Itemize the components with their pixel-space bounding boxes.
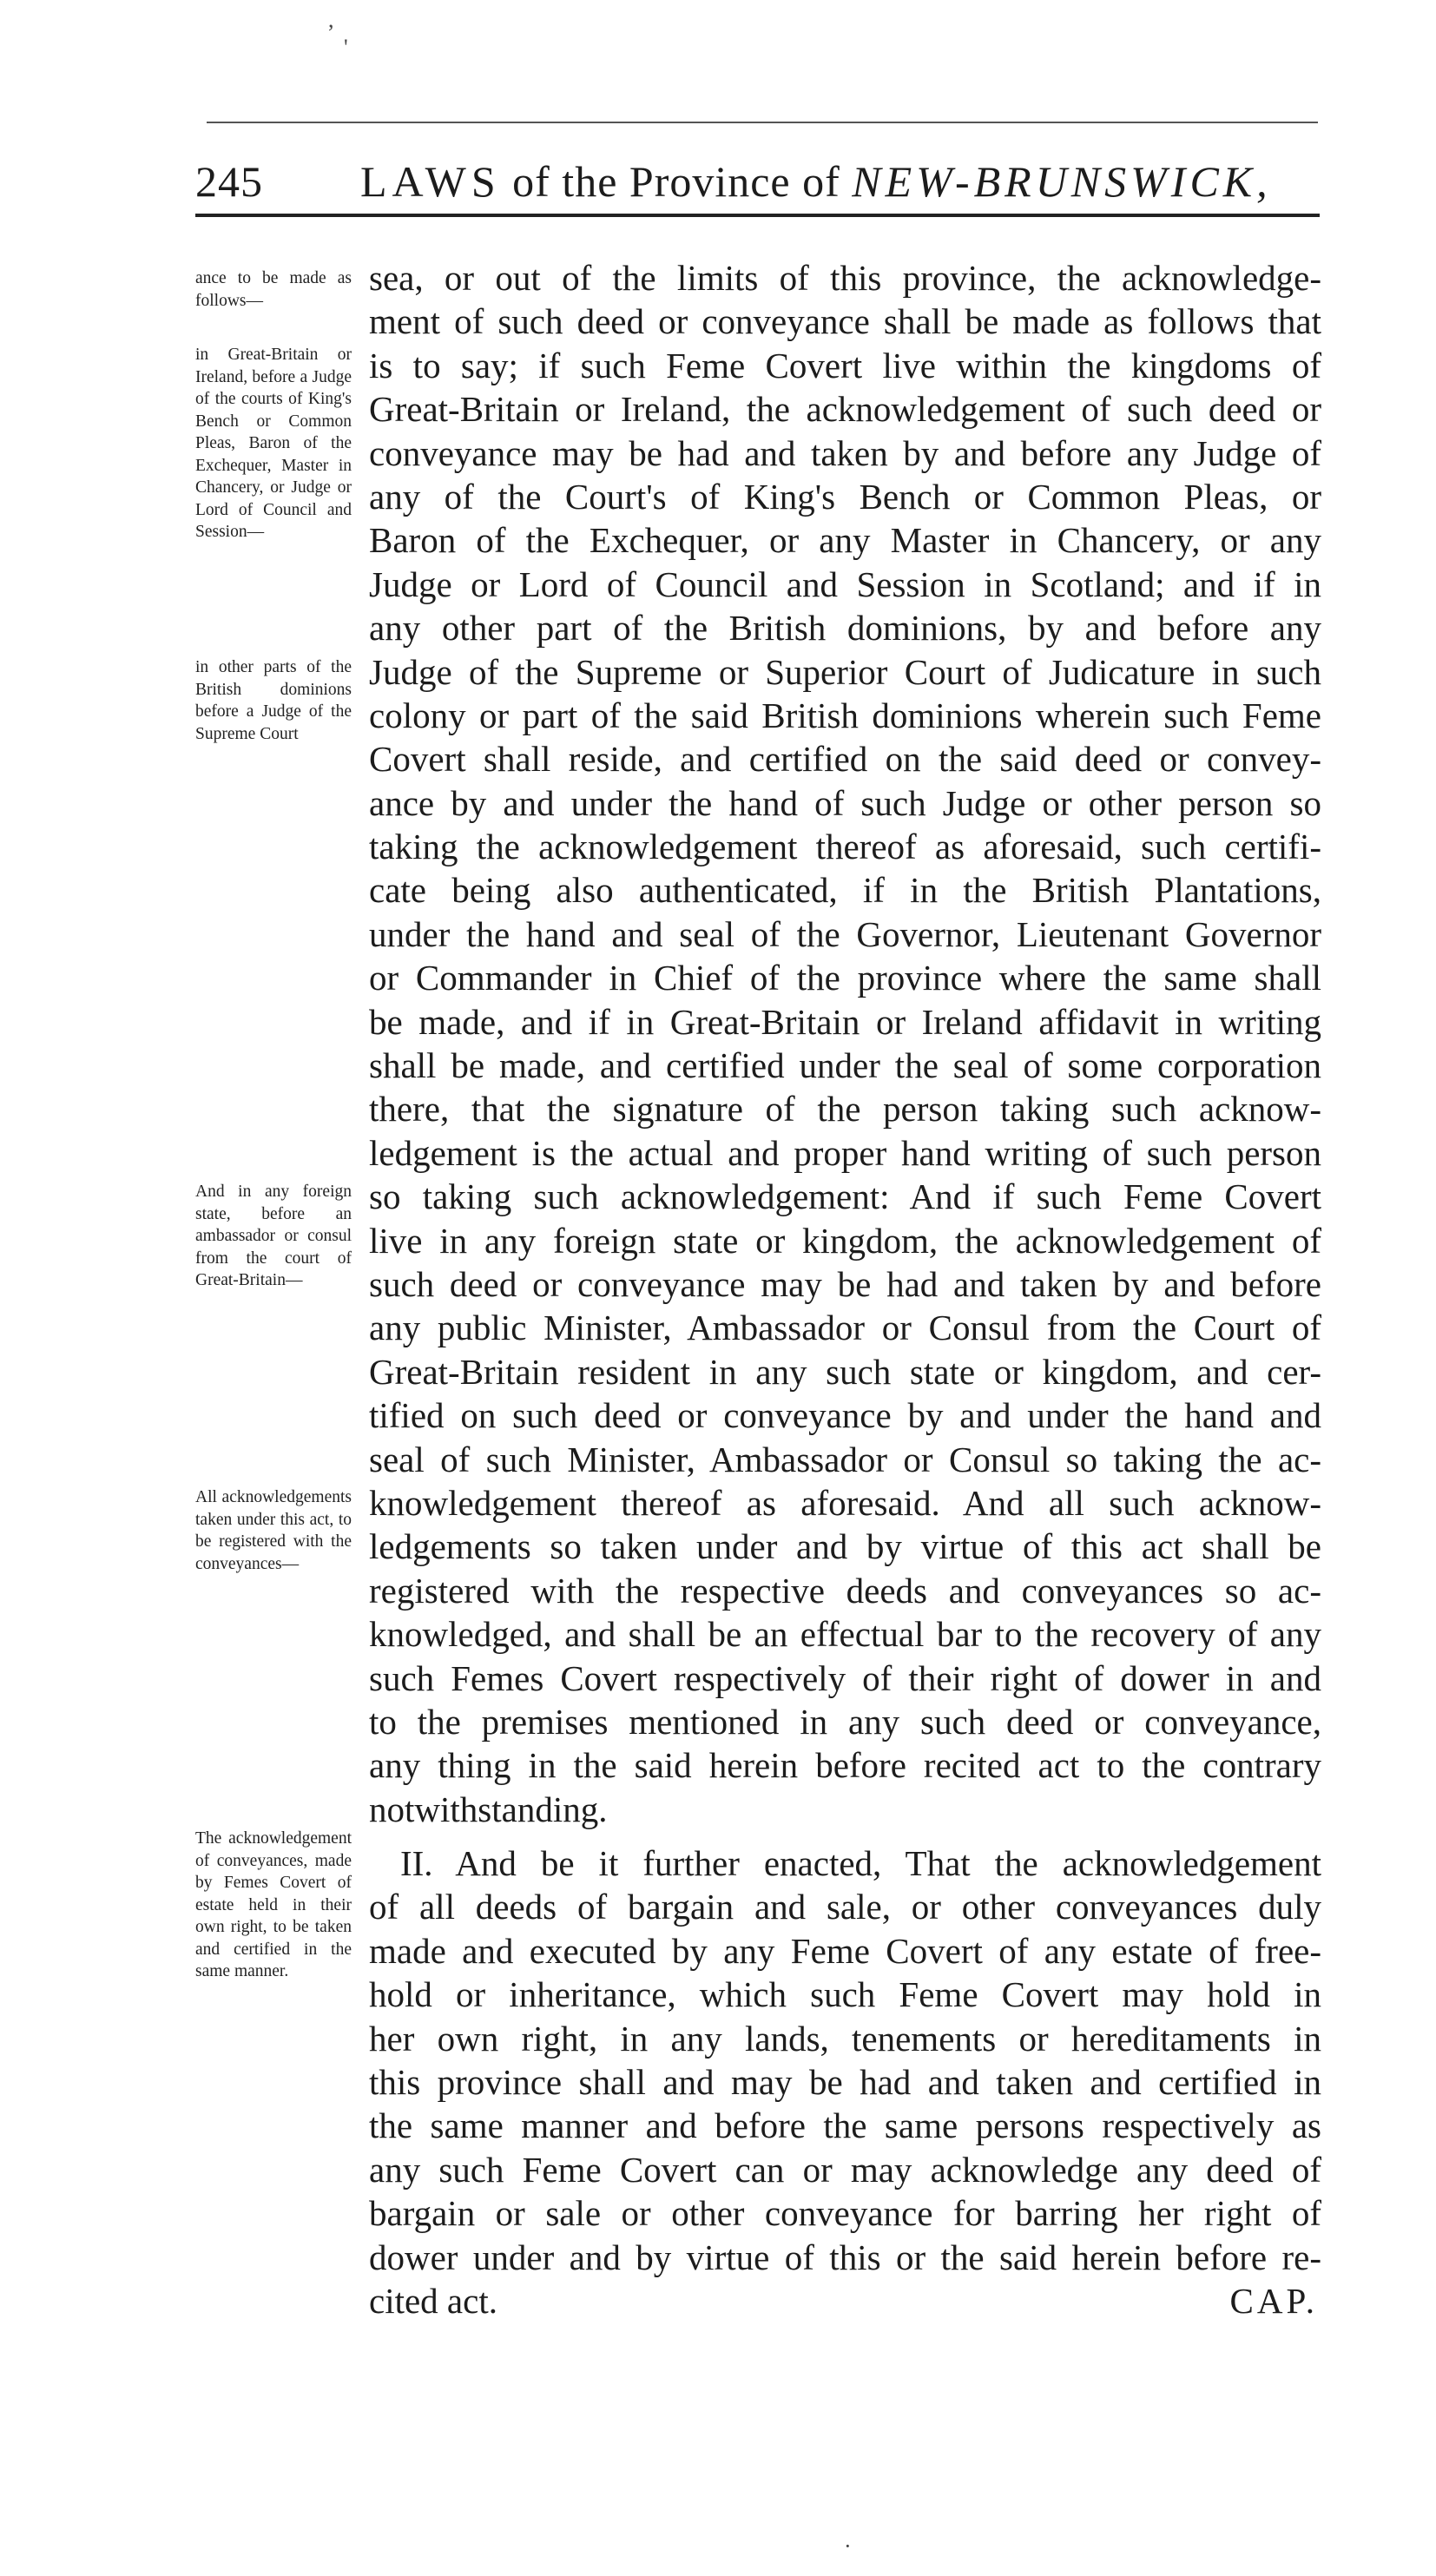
text-line: ledgement is the actual and proper hand writing of such person	[369, 1132, 1321, 1173]
text-line: so taking such acknowledgement: And if such Feme Covert	[369, 1176, 1321, 1217]
margin-note: And in any foreign state, before an ambassador or consul from the court of Great-Britain—	[195, 1183, 352, 1289]
text-line: ance by and under the hand of such Judge or other person so	[369, 782, 1321, 823]
text-line: there, that the signature of the person taking such acknow-	[369, 1089, 1321, 1130]
margin-note: The acknowledgement of conveyances, made by Femes Covert of estate held in their own right, to be taken and certified in the same manner.	[195, 1829, 352, 1980]
text-line: is to say; if such Feme Covert live within the kingdoms of	[369, 345, 1321, 385]
text-line: to the premises mentioned in any such deed or conveyance,	[369, 1701, 1321, 1742]
speck-mark: '	[344, 35, 348, 60]
text-line: bargain or sale or other conveyance for barring her right of	[369, 2193, 1321, 2234]
text-line: any other part of the British dominions, by and before any	[369, 608, 1321, 649]
text-line: cited act.	[369, 2280, 497, 2321]
margin-note: in Great-Britain or Ireland, before a Judge of the courts of King's Bench or Common Pleas, Baron of the Exchequer, Master in Chancery, or Judge or Lord of Council and Session—	[195, 346, 352, 541]
text-line: colony or part of the said British dominions wherein such Feme	[369, 695, 1321, 735]
text-line: ment of such deed or conveyance shall be made as follows that	[369, 301, 1321, 342]
running-title-province: NEW-BRUNSWICK,	[852, 157, 1272, 206]
final-line	[369, 2279, 1321, 2322]
text-line: made and executed by any Feme Covert of any estate of free-	[369, 1930, 1321, 1971]
text-line: dower under and by virtue of this or the said herein before re-	[369, 2237, 1321, 2277]
text-line: registered with the respective deeds and conveyances so ac-	[369, 1570, 1321, 1611]
text-line: Baron of the Exchequer, or any Master in Chancery, or any	[369, 520, 1321, 561]
text-line: any public Minister, Ambassador or Consul from the Court of	[369, 1308, 1321, 1348]
catchword: CAP.	[1229, 2280, 1318, 2321]
text-line: Judge or Lord of Council and Session in Scotland; and if in	[369, 563, 1321, 604]
text-line: ledgements so taken under and by virtue of this act shall be	[369, 1526, 1321, 1567]
text-line: such deed or conveyance may be had and taken by and before	[369, 1263, 1321, 1304]
margin-note: ance to be made as follows—	[195, 269, 352, 310]
text-line: under the hand and seal of the Governor, Lieutenant Governor	[369, 913, 1321, 954]
text-line: live in any foreign state or kingdom, the acknowledgement of	[369, 1220, 1321, 1261]
text-line: knowledged, and shall be an effectual bar to the recovery of any	[369, 1614, 1321, 1655]
page-header	[195, 156, 1324, 210]
margin-note: All acknowledgements taken under this act, to be registered with the conveyances—	[195, 1488, 352, 1573]
text-line: conveyance may be had and taken by and before any Judge of	[369, 432, 1321, 473]
running-title-middle: of the Province of	[500, 157, 853, 206]
text-line: tified on such deed or conveyance by and under the hand and	[369, 1395, 1321, 1436]
margin-note: in other parts of the British dominions before a Judge of the Supreme Court	[195, 658, 352, 743]
text-line: such Femes Covert respectively of their right of dower in and	[369, 1657, 1321, 1698]
top-rule	[207, 122, 1318, 123]
paragraph-gap	[369, 1831, 1321, 1841]
text-line: shall be made, and certified under the seal of some corporation	[369, 1045, 1321, 1086]
text-line: Great-Britain resident in any such state or kingdom, and cer-	[369, 1351, 1321, 1392]
text-line: notwithstanding.	[369, 1789, 608, 1829]
text-line: or Commander in Chief of the province where the same shall	[369, 958, 1321, 998]
text-line: taking the acknowledgement thereof as aforesaid, such certifi-	[369, 827, 1321, 867]
running-title-laws: LAWS	[360, 157, 501, 206]
text-line: any such Feme Covert can or may acknowledge any deed of	[369, 2149, 1321, 2190]
speck-mark: ,	[328, 7, 334, 32]
running-title	[360, 156, 1272, 207]
page-number: 245	[195, 157, 263, 206]
body-text	[369, 256, 1321, 2322]
text-line: her own right, in any lands, tenements or hereditaments in	[369, 2018, 1321, 2059]
text-line: sea, or out of the limits of this province, the acknowledge-	[369, 258, 1321, 298]
text-line: the same manner and before the same persons respectively as	[369, 2105, 1321, 2146]
header-rule	[195, 214, 1320, 217]
text-line: knowledgement thereof as aforesaid. And all such acknow-	[369, 1482, 1321, 1523]
text-line: any of the Court's of King's Bench or Common Pleas, or	[369, 476, 1321, 517]
text-line: any thing in the said herein before recited act to the contrary	[369, 1745, 1321, 1786]
text-line: Judge of the Supreme or Superior Court of Judicature in such	[369, 651, 1321, 692]
text-line: cate being also authenticated, if in the British Plantations,	[369, 870, 1321, 911]
text-line: hold or inheritance, which such Feme Covert may hold in	[369, 1974, 1321, 2015]
text-line: be made, and if in Great-Britain or Ireland affidavit in writing	[369, 1001, 1321, 1042]
text-line: Great-Britain or Ireland, the acknowledgement of such deed or	[369, 389, 1321, 430]
text-line: this province shall and may be had and taken and certified in	[369, 2062, 1321, 2103]
text-line: of all deeds of bargain and sale, or other conveyances duly	[369, 1887, 1321, 1927]
text-line: seal of such Minister, Ambassador or Consul so taking the ac-	[369, 1439, 1321, 1479]
text-line: Covert shall reside, and certified on the said deed or convey-	[369, 739, 1321, 780]
speck-mark: ·	[844, 2533, 852, 2559]
section-start-line: II. And be it further enacted, That the acknowledgement	[400, 1843, 1321, 1884]
